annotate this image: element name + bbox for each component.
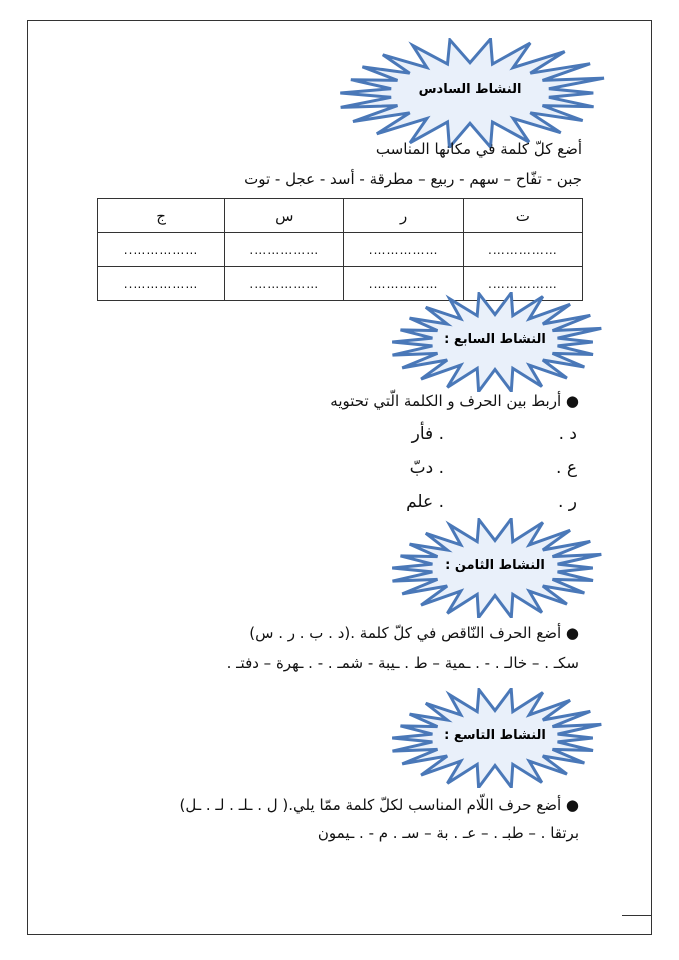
table-cell[interactable]: ……………. <box>225 233 344 267</box>
activity9-words: برتقا . – طبـ . – عـ . بة – سـ . م - . ـيمون <box>317 824 579 842</box>
table-header: ت <box>463 199 582 233</box>
activity9-instruction: ● أضع حرف اللّام المناسب لكلّ كلمة ممّا يلي.( ل . ـلـ . لـ . ـل) <box>179 796 579 814</box>
letter-item[interactable]: د . <box>558 424 577 444</box>
table-header: ج <box>98 199 225 233</box>
table-cell[interactable]: ……………. <box>344 267 463 301</box>
table-row <box>98 233 583 267</box>
table-cell[interactable]: ……………. <box>463 267 582 301</box>
table-header-row <box>98 199 583 233</box>
activity7-title: النشاط السابع : <box>444 332 546 347</box>
activity7-instruction: ● أربط بين الحرف و الكلمة الّتي تحتويه <box>330 392 579 410</box>
table-header: ر <box>344 199 463 233</box>
sorting-table <box>97 198 583 301</box>
table-cell[interactable]: ……………. <box>344 233 463 267</box>
activity8-instruction: ● أضع الحرف النّاقص في كلّ كلمة .(د . ب . ر . س) <box>249 624 579 642</box>
activity9-starburst <box>380 688 610 788</box>
activity8-words: سكـ . – خالـ . - . ـمية – ط . ـيبة - شمـ . - . ـهرة – دفتـ . <box>226 654 579 672</box>
activity6-instruction: أضع كلّ كلمة في مكانها المناسب <box>375 140 582 158</box>
word-item[interactable]: . دبّ <box>409 458 444 478</box>
table-cell[interactable]: ……………. <box>225 267 344 301</box>
letter-item[interactable]: ر . <box>557 492 577 512</box>
activity6-word-list: جبن - تفّاح – سهم - ربيع – مطرقة - أسد - عجل - توت <box>244 170 582 188</box>
activity6-starburst <box>325 38 615 148</box>
word-item[interactable]: . علم <box>406 492 444 512</box>
activity6-title: النشاط السادس <box>418 82 522 97</box>
table-header: س <box>225 199 344 233</box>
instruction-text: أضع الحرف النّاقص في كلّ كلمة .(د . ب . ر . س) <box>249 624 562 642</box>
instruction-text: أضع حرف اللّام المناسب لكلّ كلمة ممّا يلي.( ل . ـلـ . لـ . ـل) <box>179 796 562 814</box>
table-cell[interactable]: …………….. <box>98 233 225 267</box>
activity8-title: النشاط الثامن : <box>445 558 545 573</box>
table-cell[interactable]: ……………. <box>463 233 582 267</box>
letter-item[interactable]: ع . <box>556 458 577 478</box>
activity8-starburst <box>380 518 610 618</box>
word-item[interactable]: . فأر <box>411 424 444 444</box>
instruction-text: أربط بين الحرف و الكلمة الّتي تحتويه <box>330 392 562 410</box>
table-cell[interactable]: …………….. <box>98 267 225 301</box>
page-corner-line <box>622 915 652 916</box>
activity9-title: النشاط التاسع : <box>444 728 546 743</box>
activity7-starburst <box>380 292 610 392</box>
